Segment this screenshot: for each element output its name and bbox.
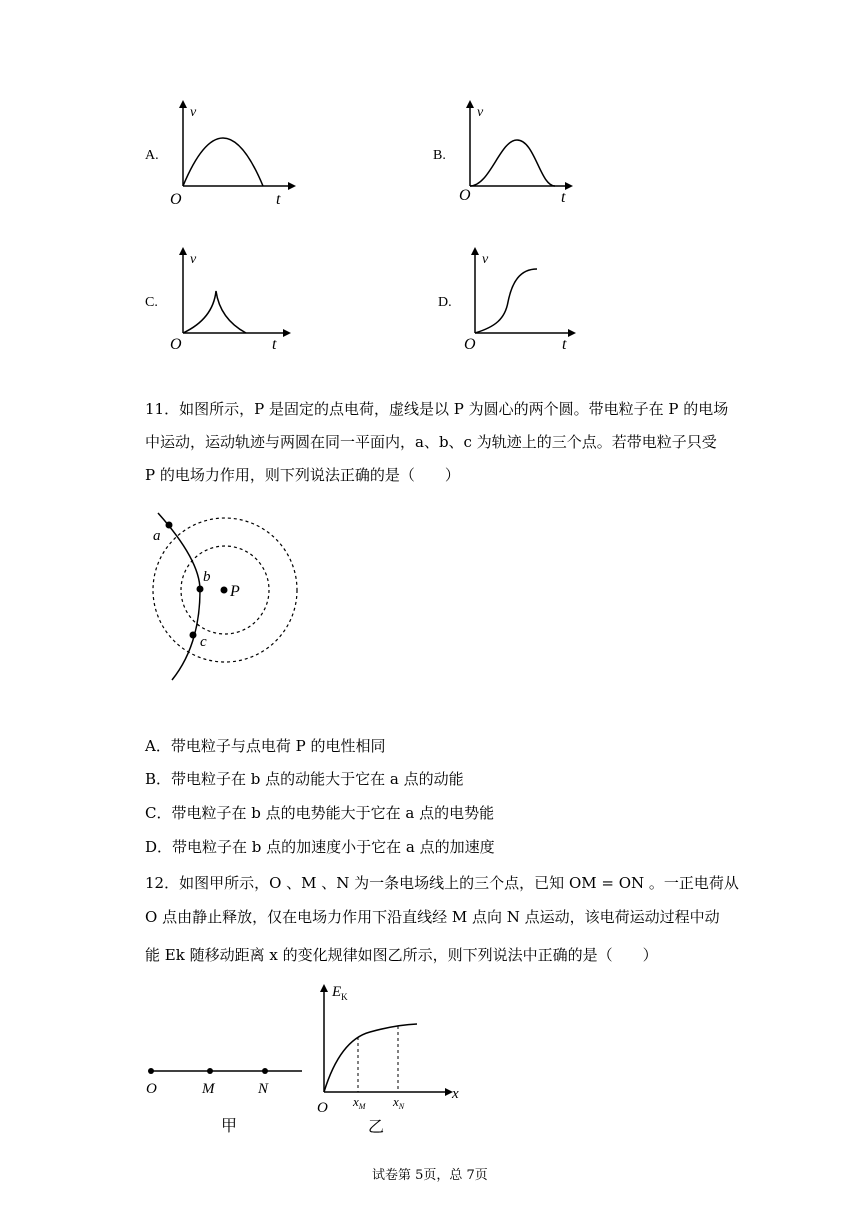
graph-a — [168, 100, 298, 210]
option-a-label: A. — [145, 148, 159, 163]
q12-line-3: 能 Ek 随移动距离 x 的变化规律如图乙所示，则下列说法中正确的是（ ） — [145, 946, 658, 964]
axis-x: x — [452, 1086, 459, 1102]
axis-t: t — [276, 191, 281, 208]
axis-t: t — [562, 336, 567, 353]
option-b-label: B. — [433, 148, 446, 163]
q11-option-d: D．带电粒子在 b 点的加速度小于它在 a 点的加速度 — [145, 838, 495, 856]
q11-option-b: B．带电粒子在 b 点的动能大于它在 a 点的动能 — [145, 770, 464, 788]
origin: O — [170, 191, 182, 208]
q12-figure-yi — [310, 980, 480, 1140]
tick-xn: $x_N$ — [393, 1094, 405, 1111]
point-p: P — [230, 583, 240, 600]
q12-figure-jia — [140, 1055, 310, 1135]
q11-line-3: P 的电场力作用，则下列说法正确的是（ ） — [145, 466, 460, 484]
axis-t: t — [561, 189, 566, 206]
q11-line-1: 11．如图所示，P 是固定的点电荷，虚线是以 P 为圆心的两个圆。带电粒子在 P 的电场 — [145, 400, 729, 418]
point-o: O — [146, 1081, 157, 1097]
axis-v: v — [482, 252, 489, 267]
graph-c — [168, 247, 298, 357]
point-a: a — [153, 528, 161, 544]
option-c-label: C. — [145, 295, 158, 310]
graph-d — [460, 247, 590, 357]
origin: O — [317, 1100, 328, 1116]
q11-option-c: C．带电粒子在 b 点的电势能大于它在 a 点的电势能 — [145, 804, 495, 822]
axis-v: v — [477, 105, 484, 120]
origin: O — [459, 187, 471, 204]
page-footer: 试卷第 5页，总 7页 — [372, 1168, 488, 1183]
point-m: M — [202, 1081, 215, 1097]
tick-xm: $x_M$ — [353, 1094, 366, 1111]
origin: O — [464, 336, 476, 353]
q11-figure — [140, 505, 320, 690]
origin: O — [170, 336, 182, 353]
axis-v: v — [190, 252, 197, 267]
axis-ek: $E_K$ — [332, 984, 348, 1002]
option-d-label: D. — [438, 295, 452, 310]
q12-line-1: 12．如图甲所示，O 、M 、N 为一条电场线上的三个点，已知 OM = ON 。一正电荷从 — [145, 874, 739, 892]
axis-t: t — [272, 336, 277, 353]
q11-line-2: 中运动，运动轨迹与两圆在同一平面内，a、b、c 为轨迹上的三个点。若带电粒子只受 — [145, 433, 717, 451]
axis-v: v — [190, 105, 197, 120]
q11-option-a: A．带电粒子与点电荷 P 的电性相同 — [145, 737, 386, 755]
point-b: b — [203, 569, 211, 585]
point-n: N — [258, 1081, 269, 1097]
q12-line-2: O 点由静止释放，仅在电场力作用下沿直线经 M 点向 N 点运动，该电荷运动过程中动 — [145, 908, 720, 926]
caption-yi: 乙 — [368, 1119, 385, 1136]
graph-b — [455, 100, 585, 210]
caption-jia: 甲 — [221, 1118, 238, 1135]
point-c: c — [200, 634, 207, 650]
